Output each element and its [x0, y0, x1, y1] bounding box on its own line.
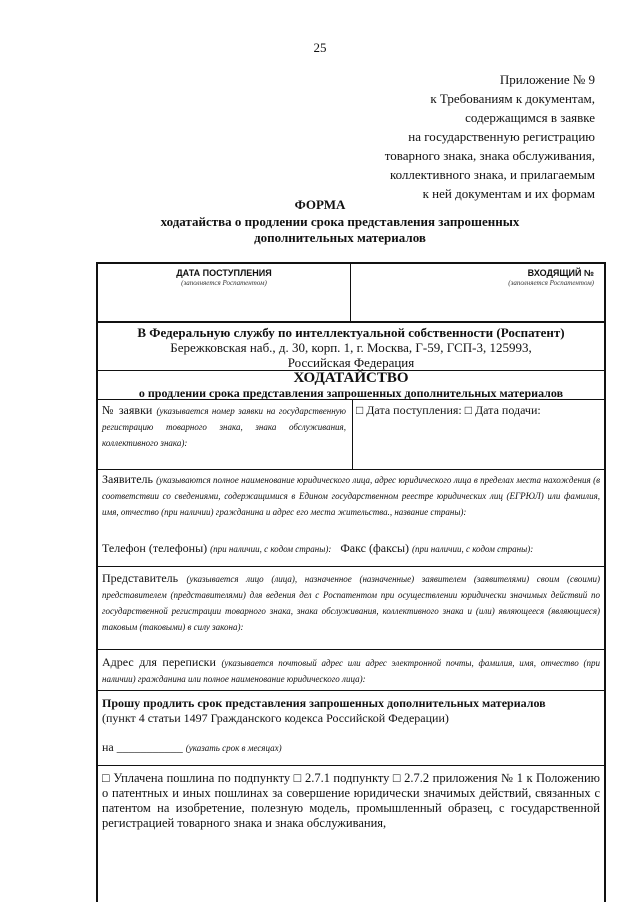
- correspondence-note: (указывается почтовый адрес или адрес электронной почты, фамилия, имя, отчество (при наличии) гражданина или полное наименование юридического лица):: [102, 658, 600, 684]
- form-subtitle-line: дополнительных материалов: [254, 230, 426, 245]
- appendix-line: к Требованиям к документам,: [430, 91, 595, 106]
- page-number: 25: [313, 40, 327, 55]
- phone-note: (при наличии, с кодом страны):: [210, 544, 332, 554]
- representative-note: (указывается лицо (лица), назначенное (назначенные) заявителем (заявителями) своим (своими) представителем (представителями) для ведения дел с Роспатентом при осуществлении юридически значимых действий по государственной регистрации товарного знака, знака обслуживания, коллективного знака и (или) являющееся (являющиеся) таковым (таковыми) в силу закона):: [102, 574, 600, 632]
- divider: [350, 262, 351, 322]
- received-date-note: (заполняется Роспатентом): [181, 279, 267, 287]
- divider: [352, 399, 353, 469]
- term-blank[interactable]: ___________: [116, 740, 183, 754]
- divider: [96, 399, 606, 400]
- divider: [96, 566, 606, 567]
- term-note: (указать срок в месяцах): [185, 743, 282, 753]
- fee-statement[interactable]: □ Уплачена пошлина по подпункту □ 2.7.1 подпункту □ 2.7.2 приложения № 1 к Положению о патентных и иных пошлинах за совершение юридически значимых действий, связанных с патентом на изобретение, полезную модель, промышленный образец, с государственной регистрацией товарного знака и знака обслуживания,: [102, 771, 600, 830]
- applicant-note: (указываются полное наименование юридического лица, адрес юридического лица в пределах места нахождения (в соответствии со сведениями, содержащимися в Едином государственном реестре юридических лиц (ЕГРЮЛ) или фамилия, имя, отчество (при наличии) гражданина и адрес его места жительства., название страны):: [102, 475, 600, 517]
- applicant-label: Заявитель: [102, 472, 153, 486]
- correspondence-field[interactable]: [102, 655, 600, 687]
- appendix-line: Приложение № 9: [499, 72, 595, 87]
- request-text: Прошу продлить срок представления запрошенных дополнительных материалов: [102, 696, 546, 710]
- incoming-number-note: (заполняется Роспатентом): [508, 279, 594, 287]
- divider: [96, 321, 606, 323]
- addressee-country: Российская Федерация: [287, 355, 415, 370]
- divider: [96, 649, 606, 650]
- appendix-line: на государственную регистрацию: [408, 129, 595, 144]
- application-number-note: (указывается номер заявки на государственную регистрацию товарного знака, знака обслуживания, коллективного знака):: [102, 406, 346, 448]
- form-subtitle: [120, 214, 560, 246]
- appendix-line: содержащимся в заявке: [465, 110, 595, 125]
- application-dates[interactable]: □ Дата поступления: □ Дата подачи:: [356, 403, 541, 417]
- divider: [96, 469, 606, 470]
- correspondence-label: Адрес для переписки: [102, 655, 216, 669]
- divider: [96, 690, 606, 691]
- received-date-label: ДАТА ПОСТУПЛЕНИЯ: [176, 268, 272, 278]
- fax-label: Факс (факсы): [340, 541, 410, 555]
- petition-subtitle: о продлении срока представления запрошенных дополнительных материалов: [138, 386, 564, 400]
- petition-title: ХОДАТАЙСТВО: [293, 370, 409, 386]
- addressee-address: Бережковская наб., д. 30, корп. 1, г. Москва, Г-59, ГСП-3, 125993,: [170, 340, 532, 355]
- representative-field[interactable]: [102, 571, 600, 635]
- contacts-row[interactable]: [102, 541, 600, 557]
- appendix-line: коллективного знака, и прилагаемым: [389, 167, 595, 182]
- request-term[interactable]: [102, 740, 600, 756]
- phone-label: Телефон (телефоны): [102, 541, 208, 555]
- appendix-line: товарного знака, знака обслуживания,: [384, 148, 595, 163]
- fax-note: (при наличии, с кодом страны):: [412, 544, 534, 554]
- appendix-line: к ней документам и их формам: [422, 186, 595, 201]
- request-basis: (пункт 4 статьи 1497 Гражданского кодекса Российской Федерации): [102, 711, 449, 725]
- appendix-caption: [320, 70, 595, 203]
- divider: [96, 765, 606, 766]
- form-subtitle-line: ходатайства о продлении срока представления запрошенных: [160, 214, 520, 229]
- applicant-field[interactable]: [102, 472, 600, 520]
- application-number-field[interactable]: [102, 403, 346, 451]
- form-title: ФОРМА: [294, 197, 346, 212]
- addressee-name: В Федеральную службу по интеллектуальной собственности (Роспатент): [137, 325, 565, 340]
- application-number-label: № заявки: [102, 403, 153, 417]
- term-prefix: на: [102, 740, 114, 754]
- representative-label: Представитель: [102, 571, 179, 585]
- incoming-number-label: ВХОДЯЩИЙ №: [527, 268, 594, 278]
